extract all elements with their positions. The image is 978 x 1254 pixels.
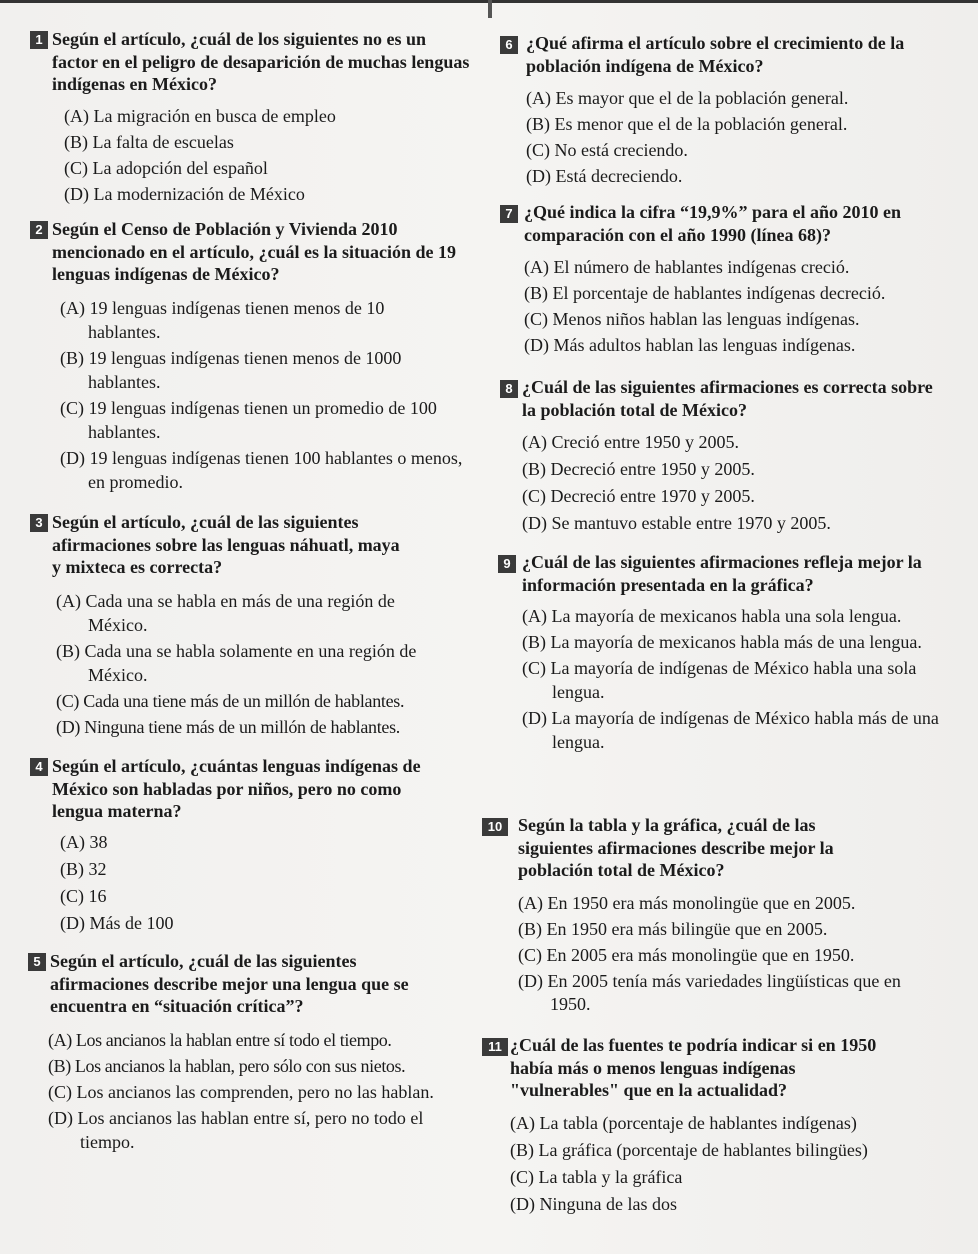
question-stem bbox=[482, 814, 878, 882]
question-stem bbox=[500, 376, 946, 421]
option-b[interactable]: (B) La gráfica (porcentaje de hablantes bilingües) bbox=[510, 1139, 868, 1160]
option-c[interactable]: (C) 19 lenguas indígenas tienen un promedio de 100 hablantes. bbox=[60, 397, 437, 442]
option-c[interactable]: (C) La mayoría de indígenas de México habla una sola lengua. bbox=[522, 658, 917, 702]
question-stem-text: ¿Cuál de las siguientes afirmaciones refleja mejor la información presentada en la gráfica? bbox=[522, 552, 922, 595]
option-b[interactable]: (B) El porcentaje de hablantes indígenas decreció. bbox=[524, 283, 886, 303]
question-4 bbox=[30, 755, 470, 937]
option-c[interactable]: (C) La adopción del español bbox=[64, 157, 268, 178]
question-stem bbox=[500, 32, 950, 77]
option-a[interactable]: (A) 38 bbox=[60, 831, 108, 852]
option-b[interactable]: (B) En 1950 era más bilingüe que en 2005. bbox=[518, 918, 828, 939]
question-10 bbox=[482, 814, 942, 1016]
option-list bbox=[30, 1028, 478, 1154]
option-d[interactable]: (D) Se mantuvo estable entre 1970 y 2005. bbox=[522, 513, 831, 533]
question-stem-text: ¿Qué indica la cifra “19,9%” para el año 2010 en comparación con el año 1990 (línea 68)? bbox=[524, 202, 901, 245]
option-d[interactable]: (D) Más de 100 bbox=[60, 912, 174, 933]
question-stem bbox=[30, 218, 470, 286]
option-list bbox=[30, 589, 456, 739]
option-b[interactable]: (B) Decreció entre 1950 y 2005. bbox=[522, 459, 755, 479]
option-a[interactable]: (A) En 1950 era más monolingüe que en 2005. bbox=[518, 892, 856, 913]
option-c[interactable]: (C) Los ancianos las comprenden, pero no las hablan. bbox=[48, 1081, 434, 1102]
question-number-badge: 3 bbox=[30, 514, 48, 532]
option-b[interactable]: (B) 32 bbox=[60, 858, 107, 879]
question-9 bbox=[500, 551, 950, 754]
option-a[interactable]: (A) La tabla (porcentaje de hablantes indígenas) bbox=[510, 1112, 857, 1133]
question-stem-text: ¿Cuál de las siguientes afirmaciones es correcta sobre la población total de México? bbox=[522, 377, 933, 420]
question-6 bbox=[500, 32, 950, 189]
question-stem-text: Según el artículo, ¿cuántas lenguas indígenas de México son habladas por niños, pero no como lengua materna? bbox=[52, 756, 421, 821]
question-number-badge: 1 bbox=[30, 31, 48, 49]
question-5 bbox=[30, 950, 470, 1154]
question-stem bbox=[30, 950, 430, 1018]
question-number-badge: 4 bbox=[30, 758, 48, 776]
question-2 bbox=[30, 218, 470, 494]
question-stem bbox=[500, 201, 934, 246]
option-b[interactable]: (B) 19 lenguas indígenas tienen menos de 1000 hablantes. bbox=[60, 347, 402, 392]
option-a[interactable]: (A) Cada una se habla en más de una región de México. bbox=[56, 590, 395, 635]
question-number-badge: 9 bbox=[498, 555, 516, 573]
question-stem-text: Según el artículo, ¿cuál de las siguientes afirmaciones describe mejor una lengua que se encuentra en “situación crítica”? bbox=[50, 951, 409, 1016]
option-c[interactable]: (C) No está creciendo. bbox=[526, 140, 688, 160]
option-d[interactable]: (D) Más adultos hablan las lenguas indígenas. bbox=[524, 335, 856, 355]
question-number-badge: 6 bbox=[500, 36, 518, 54]
question-stem bbox=[500, 551, 946, 596]
question-number-badge: 8 bbox=[500, 380, 518, 398]
question-3 bbox=[30, 511, 470, 739]
option-a[interactable]: (A) Los ancianos la hablan entre sí todo el tiempo. bbox=[48, 1029, 392, 1050]
option-a[interactable]: (A) La mayoría de mexicanos habla una sola lengua. bbox=[522, 606, 902, 626]
option-c[interactable]: (C) Decreció entre 1970 y 2005. bbox=[522, 486, 755, 506]
option-c[interactable]: (C) 16 bbox=[60, 885, 107, 906]
question-1 bbox=[30, 28, 470, 206]
page-spine bbox=[488, 0, 492, 18]
question-stem-text: ¿Qué afirma el artículo sobre el crecimiento de la población indígena de México? bbox=[526, 33, 905, 76]
option-d[interactable]: (D) Ninguna tiene más de un millón de hablantes. bbox=[56, 716, 401, 737]
question-stem-text: Según la tabla y la gráfica, ¿cuál de las siguientes afirmaciones describe mejor la población total de México? bbox=[518, 815, 834, 880]
option-a[interactable]: (A) 19 lenguas indígenas tienen menos de 10 hablantes. bbox=[60, 297, 385, 342]
option-list bbox=[482, 890, 938, 1016]
option-c[interactable]: (C) Menos niños hablan las lenguas indígenas. bbox=[524, 309, 860, 329]
question-stem bbox=[482, 1034, 890, 1102]
question-stem-text: ¿Cuál de las fuentes te podría indicar si en 1950 había más o menos lenguas indígenas "vulnerables" que en la actualidad? bbox=[510, 1035, 877, 1100]
option-list bbox=[30, 104, 470, 206]
question-number-badge: 5 bbox=[28, 953, 46, 971]
option-a[interactable]: (A) Creció entre 1950 y 2005. bbox=[522, 432, 739, 452]
question-stem bbox=[30, 755, 452, 823]
option-a[interactable]: (A) Es mayor que el de la población general. bbox=[526, 88, 849, 108]
option-b[interactable]: (B) Los ancianos la hablan, pero sólo con sus nietos. bbox=[48, 1055, 406, 1076]
option-list bbox=[500, 429, 950, 537]
question-stem-text: Según el Censo de Población y Vivienda 2010 mencionado en el artículo, ¿cuál es la situación de 19 lenguas indígenas de México? bbox=[52, 219, 456, 284]
option-list bbox=[500, 604, 942, 754]
question-number-badge: 7 bbox=[500, 205, 518, 223]
option-list bbox=[30, 829, 470, 937]
question-stem-text: Según el artículo, ¿cuál de las siguientes afirmaciones sobre las lenguas náhuatl, maya y mixteca es correcta? bbox=[52, 512, 400, 577]
question-11 bbox=[482, 1034, 942, 1218]
question-8 bbox=[500, 376, 950, 537]
option-d[interactable]: (D) En 2005 tenía más variedades lingüísticas que en 1950. bbox=[518, 970, 901, 1014]
question-stem bbox=[30, 511, 412, 579]
option-c[interactable]: (C) En 2005 era más monolingüe que en 1950. bbox=[518, 944, 855, 965]
question-number-badge: 10 bbox=[482, 818, 508, 836]
option-b[interactable]: (B) La mayoría de mexicanos habla más de una lengua. bbox=[522, 632, 922, 652]
option-a[interactable]: (A) La migración en busca de empleo bbox=[64, 105, 336, 126]
question-number-badge: 2 bbox=[30, 221, 48, 239]
option-c[interactable]: (C) Cada una tiene más de un millón de hablantes. bbox=[56, 690, 405, 711]
option-list bbox=[482, 1110, 950, 1218]
option-b[interactable]: (B) Cada una se habla solamente en una región de México. bbox=[56, 640, 417, 685]
option-d[interactable]: (D) La mayoría de indígenas de México habla más de una lengua. bbox=[522, 708, 939, 752]
option-d[interactable]: (D) Está decreciendo. bbox=[526, 166, 683, 186]
option-b[interactable]: (B) Es menor que el de la población general. bbox=[526, 114, 848, 134]
option-list bbox=[30, 296, 463, 494]
option-d[interactable]: (D) La modernización de México bbox=[64, 183, 305, 204]
question-7 bbox=[500, 201, 950, 358]
question-number-badge: 11 bbox=[482, 1038, 508, 1056]
question-stem bbox=[30, 28, 470, 96]
option-d[interactable]: (D) Los ancianos las hablan entre sí, pero no todo el tiempo. bbox=[48, 1107, 424, 1152]
option-c[interactable]: (C) La tabla y la gráfica bbox=[510, 1166, 683, 1187]
option-b[interactable]: (B) La falta de escuelas bbox=[64, 131, 234, 152]
option-list bbox=[500, 254, 950, 358]
question-stem-text: Según el artículo, ¿cuál de los siguientes no es un factor en el peligro de desaparición de muchas lenguas indígenas en México? bbox=[52, 29, 470, 94]
option-d[interactable]: (D) Ninguna de las dos bbox=[510, 1193, 677, 1214]
option-d[interactable]: (D) 19 lenguas indígenas tienen 100 hablantes o menos, en promedio. bbox=[60, 447, 463, 492]
option-list bbox=[500, 85, 950, 189]
option-a[interactable]: (A) El número de hablantes indígenas creció. bbox=[524, 257, 850, 277]
